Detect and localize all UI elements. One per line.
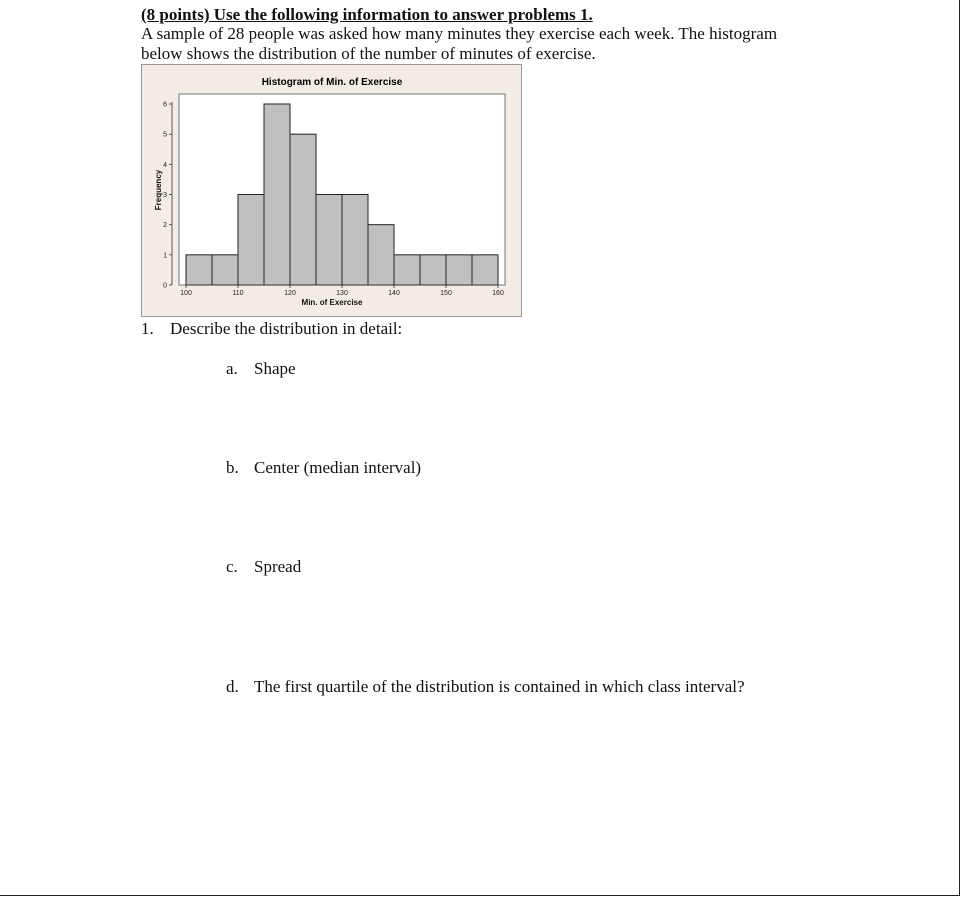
x-tick-label: 160 (492, 290, 504, 297)
y-tick-label: 2 (163, 222, 167, 230)
histogram-panel (141, 64, 522, 317)
part-d-text: The first quartile of the distribution is contained in which class interval? (254, 677, 745, 696)
histogram-bar (368, 225, 394, 285)
intro-line-2: below shows the distribution of the number of minutes of exercise. (141, 44, 596, 63)
histogram-bar (420, 255, 446, 285)
intro-line-1: A sample of 28 people was asked how many minutes they exercise each week. The histogram (141, 24, 778, 43)
histogram-bar (264, 104, 290, 285)
problem-heading: (8 points) Use the following information to answer problems 1. (141, 5, 593, 24)
chart-title: Histogram of Min. of Exercise (261, 77, 403, 88)
histogram-bar (238, 195, 264, 286)
y-tick-label: 6 (163, 101, 167, 109)
y-tick-label: 4 (163, 161, 167, 169)
histogram-bar (290, 134, 316, 285)
y-tick-label: 5 (163, 131, 167, 139)
question-1 (141, 319, 402, 339)
histogram-bar (446, 255, 472, 285)
histogram-bar (186, 255, 212, 285)
histogram-bar (316, 195, 342, 286)
part-c-text: Spread (254, 557, 302, 576)
question-text: Describe the distribution in detail: (170, 319, 403, 338)
part-a-letter: a. (226, 359, 238, 378)
x-tick-label: 100 (180, 290, 192, 297)
part-c (226, 557, 301, 577)
part-a (226, 359, 296, 379)
problem-intro (141, 24, 841, 64)
y-axis-label: Frequency (154, 169, 163, 211)
part-b-text: Center (median interval) (254, 458, 422, 477)
part-a-text: Shape (254, 359, 296, 378)
part-c-letter: c. (226, 557, 238, 576)
histogram-bar (342, 195, 368, 286)
x-tick-label: 120 (284, 290, 296, 297)
part-b (226, 458, 421, 478)
x-tick-label: 110 (232, 290, 244, 297)
histogram-bar (212, 255, 238, 285)
y-tick-label: 0 (163, 282, 167, 290)
histogram-bar (394, 255, 420, 285)
y-tick-label: 1 (163, 252, 167, 260)
x-tick-label: 140 (388, 290, 400, 297)
x-tick-label: 150 (440, 290, 452, 297)
part-d (226, 677, 745, 697)
x-tick-label: 130 (336, 290, 348, 297)
x-axis-label: Min. of Exercise (301, 298, 363, 307)
histogram-bar (472, 255, 498, 285)
histogram-chart (142, 65, 523, 318)
part-d-letter: d. (226, 677, 239, 696)
question-number: 1. (141, 319, 154, 338)
part-b-letter: b. (226, 458, 239, 477)
y-tick-label: 3 (163, 192, 167, 199)
